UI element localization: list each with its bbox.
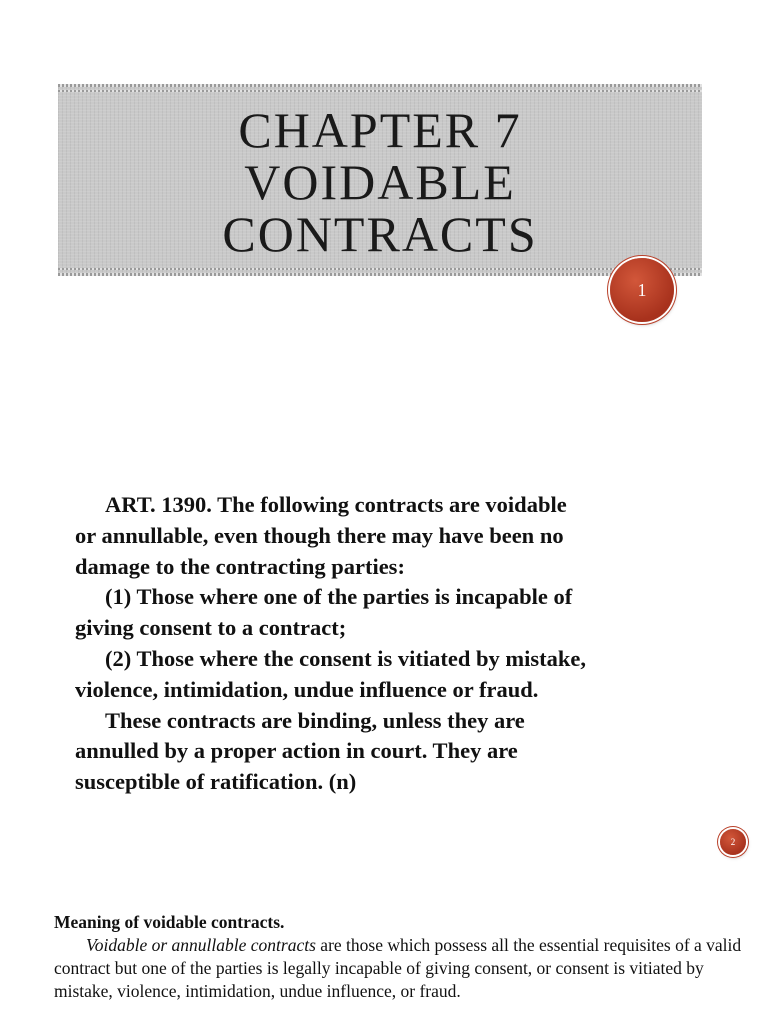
- banner-stripe: [58, 273, 702, 276]
- slide-number-badge: 2: [720, 829, 746, 855]
- meaning-term: Voidable or annullable contracts: [86, 935, 316, 955]
- meaning-section: [54, 911, 744, 1003]
- chapter-title: [58, 104, 702, 260]
- article-line: or annullable, even though there may have been no: [75, 522, 564, 548]
- chapter-banner: [58, 84, 702, 276]
- chapter-title-line: CHAPTER 7: [238, 102, 522, 158]
- article-line: ART. 1390. The following contracts are voidable: [105, 492, 567, 517]
- meaning-heading: Meaning of voidable contracts.: [54, 912, 285, 932]
- banner-stripe: [58, 268, 702, 270]
- article-line: giving consent to a contract;: [75, 615, 347, 641]
- slide-number-badge: 1: [610, 258, 674, 322]
- meaning-body: are those which possess all the essential requisites of a valid contract but one of the parties is legally incapable of giving consent, or consent is vitiated by mistake, violence, intimidation, undue influence, or fraud.: [54, 935, 742, 1001]
- article-line: annulled by a proper action in court. They are: [75, 738, 518, 764]
- chapter-title-line: VOIDABLE: [244, 154, 516, 210]
- meaning-paragraph: [54, 934, 744, 1003]
- article-line: These contracts are binding, unless they are: [105, 707, 525, 733]
- article-text: [75, 490, 725, 798]
- article-line: damage to the contracting parties:: [75, 553, 405, 579]
- article-line: violence, intimidation, undue influence or fraud.: [75, 676, 539, 702]
- banner-stripe: [58, 84, 702, 87]
- article-line: (2) Those where the consent is vitiated by mistake,: [105, 645, 587, 671]
- article-line: (1) Those where one of the parties is incapable of: [105, 584, 573, 610]
- banner-stripe: [58, 90, 702, 92]
- chapter-title-line: CONTRACTS: [222, 206, 538, 262]
- article-line: susceptible of ratification. (n): [75, 769, 357, 795]
